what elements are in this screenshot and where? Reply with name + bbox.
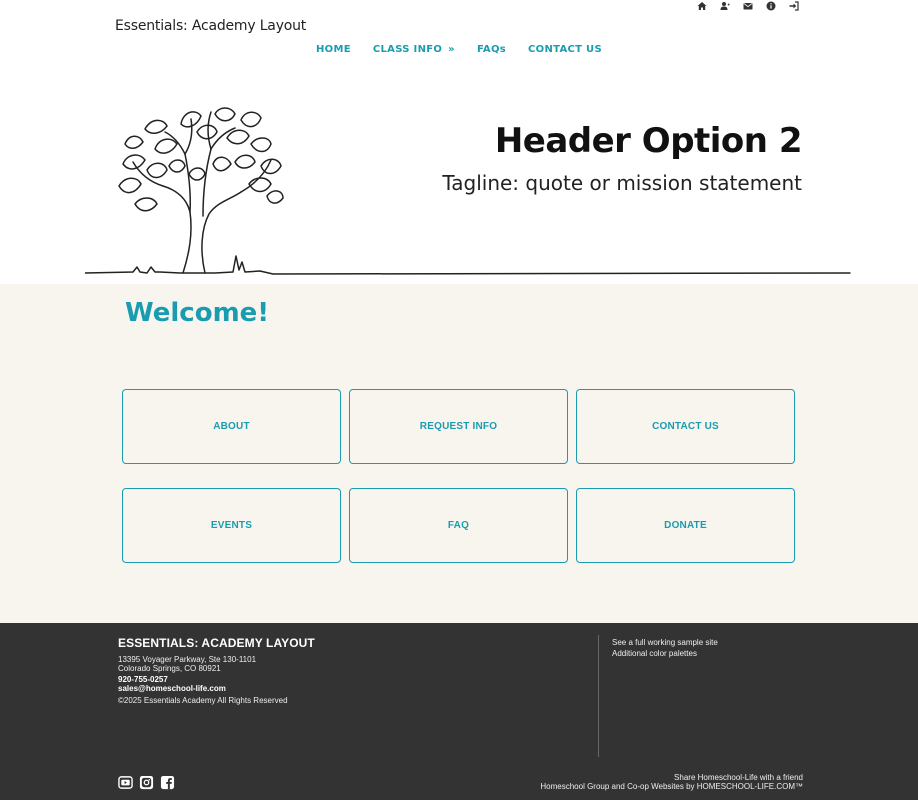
welcome-heading: Welcome! [125, 298, 270, 328]
facebook-icon[interactable] [160, 775, 175, 790]
main-nav [0, 44, 918, 55]
social-links [118, 775, 175, 790]
chevron-right-icon: » [448, 44, 455, 55]
utility-icon-bar [690, 0, 805, 12]
tile-label: ABOUT [213, 421, 250, 432]
footer-email[interactable]: sales@homeschool-life.com [118, 684, 226, 693]
info-icon[interactable] [759, 0, 782, 12]
tile-events[interactable] [122, 488, 341, 563]
footer-copyright: ©2025 Essentials Academy All Rights Reserved [118, 696, 288, 705]
header-tagline: Tagline: quote or mission statement [442, 171, 802, 195]
nav-class-info[interactable] [373, 44, 455, 55]
footer-org-name: ESSENTIALS: ACADEMY LAYOUT [118, 636, 315, 650]
site-title[interactable]: Essentials: Academy Layout [115, 18, 307, 34]
envelope-icon[interactable] [736, 0, 759, 12]
tile-about[interactable] [122, 389, 341, 464]
nav-contact-us-label: CONTACT US [528, 44, 602, 55]
header-banner [0, 96, 918, 284]
nav-home[interactable] [316, 44, 351, 55]
footer-address-line-2: Colorado Springs, CO 80921 [118, 664, 221, 673]
nav-faqs[interactable] [477, 44, 506, 55]
footer-address-line-1: 13395 Voyager Parkway, Ste 130-1101 [118, 655, 257, 664]
tile-label: REQUEST INFO [419, 421, 498, 432]
header-title: Header Option 2 [494, 121, 802, 161]
tile-label: DONATE [664, 520, 707, 531]
tile-request-info[interactable] [349, 389, 568, 464]
tile-label: FAQ [447, 520, 470, 531]
home-icon[interactable] [690, 0, 713, 12]
footer-credit-link[interactable]: Homeschool Group and Co-op Websites by HOMESCHOOL-LIFE.COM™ [540, 782, 803, 791]
footer-link-sample-site[interactable]: See a full working sample site [612, 638, 718, 647]
tile-label: EVENTS [210, 520, 253, 531]
footer-share-link[interactable]: Share Homeschool-Life with a friend [674, 773, 803, 782]
footer-link-color-palettes[interactable]: Additional color palettes [612, 649, 697, 658]
tile-donate[interactable] [576, 488, 795, 563]
tile-contact-us[interactable] [576, 389, 795, 464]
footer-phone[interactable]: 920-755-0257 [118, 675, 168, 684]
quick-link-tiles [122, 389, 795, 563]
instagram-icon[interactable] [139, 775, 154, 790]
tile-label: CONTACT US [652, 421, 719, 432]
welcome-section [0, 284, 918, 623]
sign-in-icon[interactable] [782, 0, 805, 12]
youtube-icon[interactable] [118, 775, 133, 790]
nav-faqs-label: FAQs [476, 44, 507, 55]
footer-divider [598, 635, 599, 757]
nav-home-label: HOME [316, 44, 351, 55]
nav-class-info-label: CLASS INFO [372, 44, 443, 55]
nav-contact-us[interactable] [528, 44, 602, 55]
footer [0, 623, 918, 800]
tile-faq[interactable] [349, 488, 568, 563]
user-plus-icon[interactable] [713, 0, 736, 12]
